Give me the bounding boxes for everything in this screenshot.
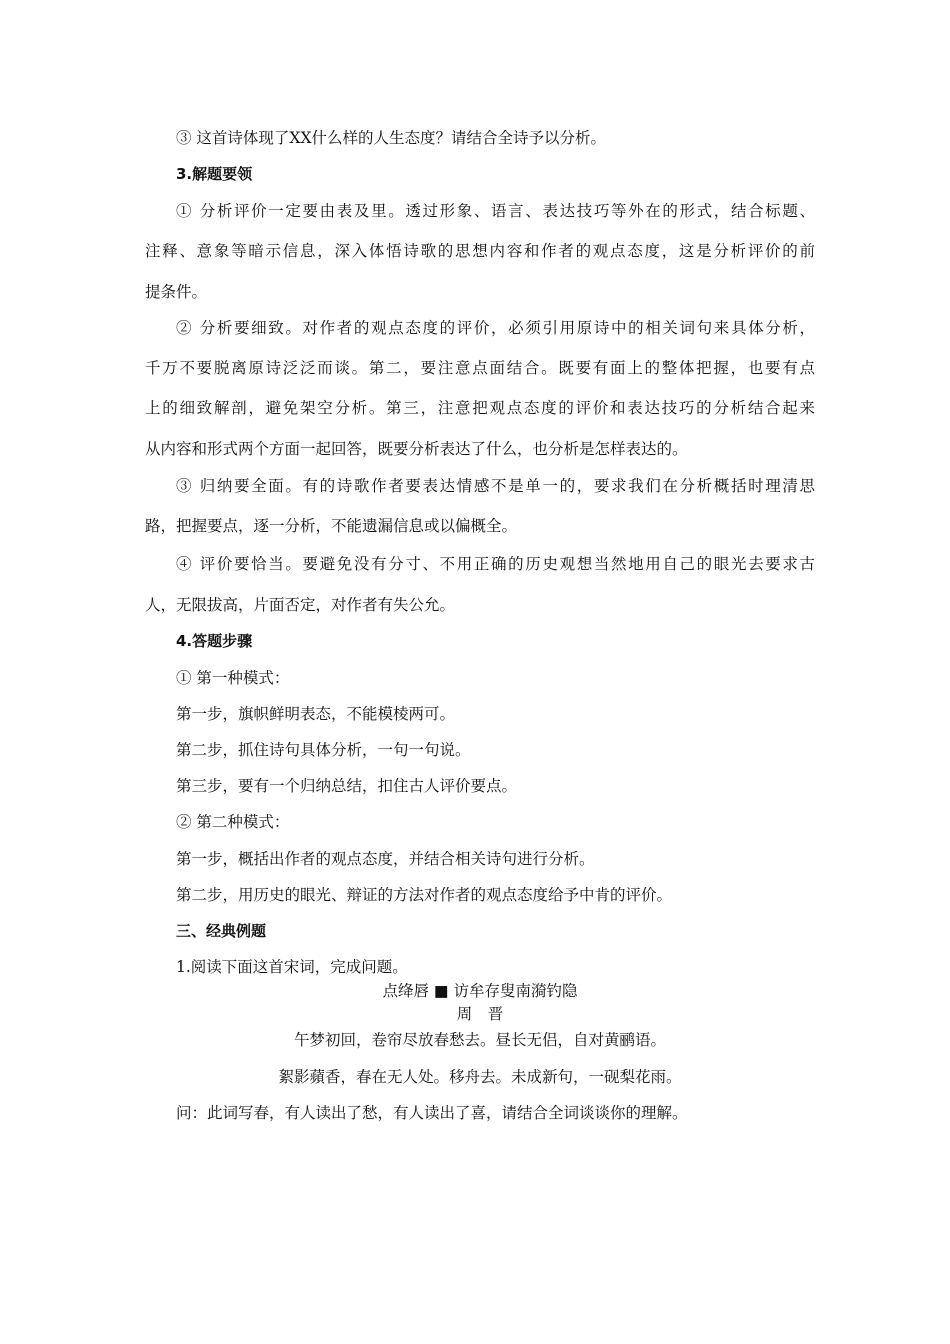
paragraph-point-3-line-2: 路，把握要点，逐一分析，不能遗漏信息或以偏概全。 [145,517,518,535]
paragraph-point-1-line-2: 注释、意象等暗示信息，深入体悟诗歌的思想内容和作者的观点态度，这是分析评价的前 [145,242,815,260]
example-1-question: 问：此词写春，有人读出了愁，有人读出了喜，请结合全词谈谈你的理解。 [176,1104,688,1122]
section-heading-key-points: 3.解题要领 [176,165,253,183]
paragraph-point-4-line-2: 人，无限拔高，片面否定，对作者有失公允。 [145,596,456,614]
mode-1-step-1: 第一步，旗帜鲜明表态，不能模棱两可。 [176,705,456,723]
mode-2-step-1: 第一步，概括出作者的观点态度，并结合相关诗句进行分析。 [176,850,595,868]
mode-1-step-3: 第三步，要有一个归纳总结，扣住古人评价要点。 [176,777,518,795]
mode-2-step-2: 第二步，用历史的眼光、辩证的方法对作者的观点态度给予中肯的评价。 [176,886,673,904]
paragraph-point-1-line-1: ① 分析评价一定要由表及里。透过形象、语言、表达技巧等外在的形式，结合标题、 [176,202,815,220]
example-1-instruction: 1.阅读下面这首宋词，完成问题。 [176,958,408,976]
poem-line-2: 絮影蘋香，春在无人处。移舟去。未成新句，一砚梨花雨。 [278,1068,682,1086]
mode-1-title: ① 第一种模式： [176,669,290,687]
poem-author: 周 晋 [456,1005,504,1023]
paragraph-point-4-line-1: ④ 评价要恰当。要避免没有分寸、不用正确的历史观想当然地用自己的眼光去要求古 [176,555,815,573]
mode-2-title: ② 第二种模式： [176,813,290,831]
paragraph-point-3-line-1: ③ 归纳要全面。有的诗歌作者要表达情感不是单一的，要求我们在分析概括时理清思 [176,477,815,495]
poem-title: 点绛唇 ■ 访牟存叟南漪钓隐 [382,982,578,1000]
section-heading-examples: 三、经典例题 [176,922,267,940]
paragraph-point-1-line-3: 提条件。 [145,283,208,301]
mode-1-step-2: 第二步，抓住诗句具体分析，一句一句说。 [176,741,471,759]
section-heading-answer-steps: 4.答题步骤 [176,632,253,650]
paragraph-point-2-line-3: 上的细致解剖，避免架空分析。第三，注意把观点态度的评价和表达技巧的分析结合起来 [145,399,815,417]
poem-line-1: 午梦初回，卷帘尽放春愁去。昼长无侣，自对黄鹂语。 [293,1031,666,1049]
question-3-text: ③ 这首诗体现了XX什么样的人生态度？请结合全诗予以分析。 [176,129,606,147]
paragraph-point-2-line-1: ② 分析要细致。对作者的观点态度的评价，必须引用原诗中的相关词句来具体分析， [176,319,815,337]
paragraph-point-2-line-4: 从内容和形式两个方面一起回答，既要分析表达了什么，也分析是怎样表达的。 [145,440,688,458]
paragraph-point-2-line-2: 千万不要脱离原诗泛泛而谈。第二，要注意点面结合。既要有面上的整体把握，也要有点 [145,359,815,377]
